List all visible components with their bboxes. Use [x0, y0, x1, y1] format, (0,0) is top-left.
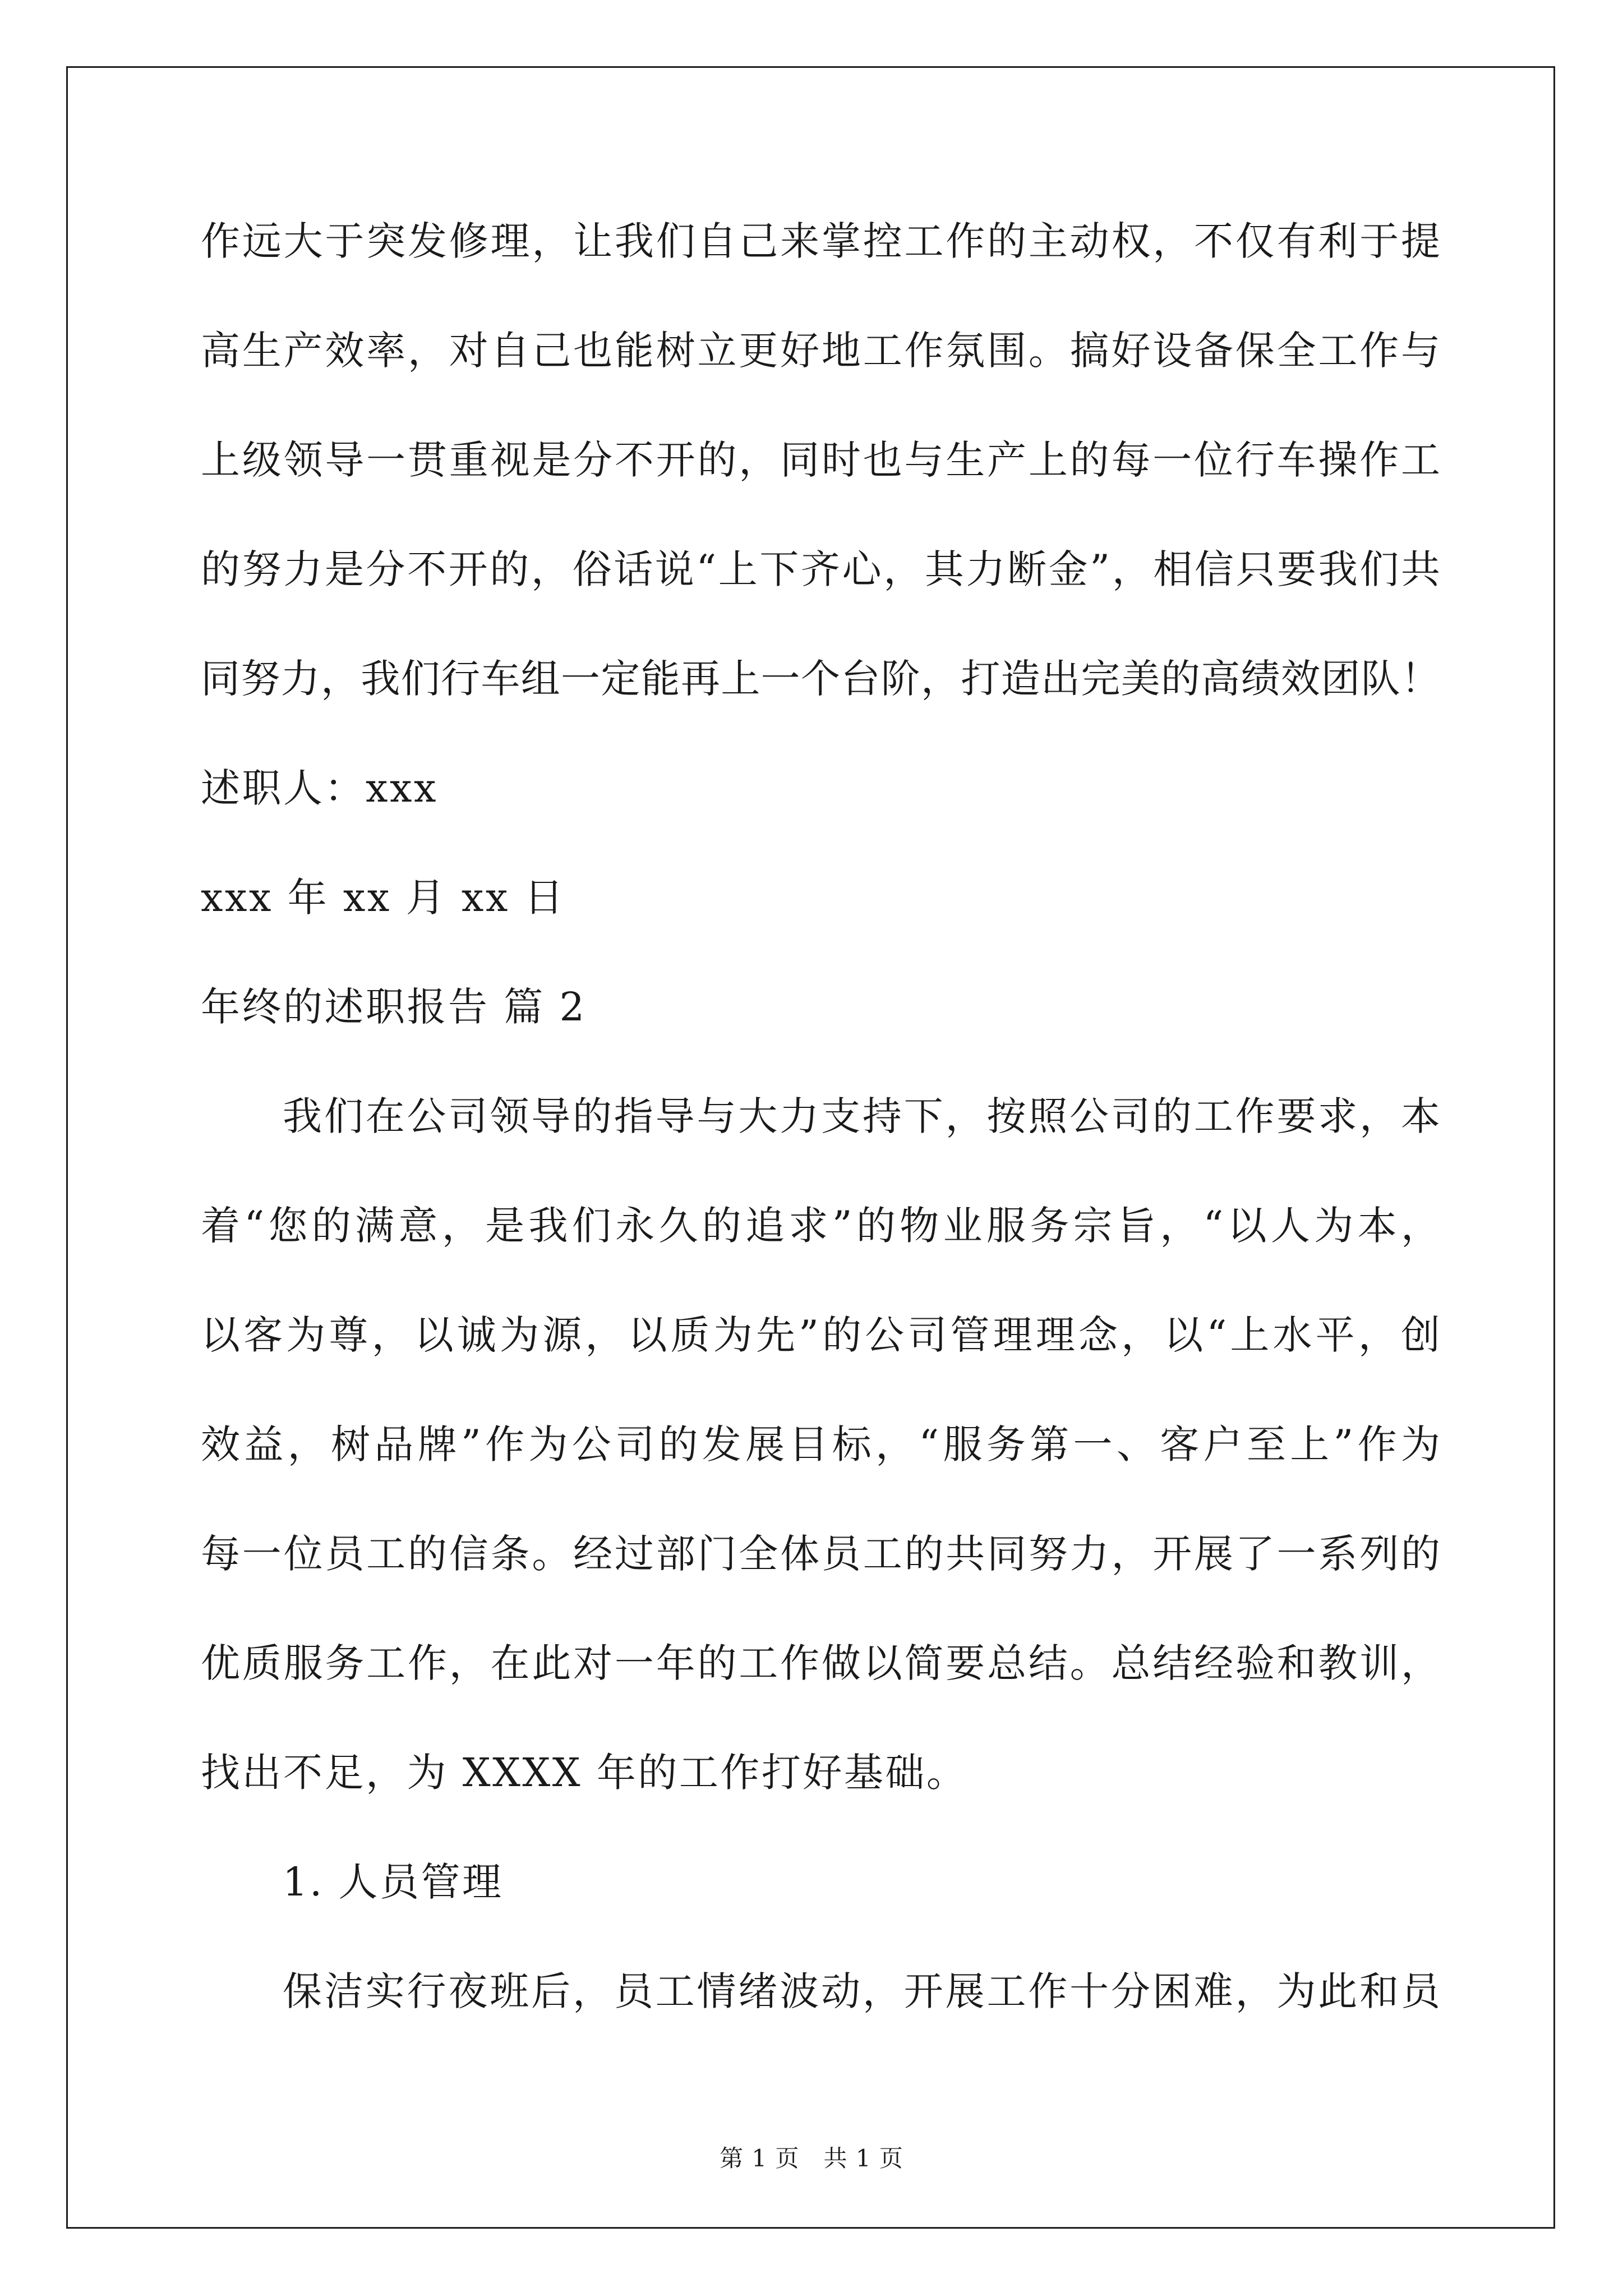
paragraph-line: 找出不足，为 XXXX 年的工作打好基础。 [201, 1750, 968, 1796]
paragraph-line: 我们在公司领导的指导与大力支持下，按照公司的工作要求，本 [283, 1093, 1440, 1139]
paragraph-line: 上级领导一贯重视是分不开的，同时也与生产上的每一位行车操作工 [201, 437, 1440, 483]
page-footer: 第 1 页 共 1 页 [720, 2145, 903, 2172]
paragraph-line: 保洁实行夜班后，员工情绪波动，开展工作十分困难，为此和员 [283, 1968, 1440, 2014]
paragraph-line: 以客为尊，以诚为源，以质为先”的公司管理理念，以“上水平，创 [201, 1312, 1440, 1358]
paragraph-line: 优质服务工作，在此对一年的工作做以简要总结。总结经验和教训， [201, 1640, 1440, 1686]
paragraph-line: 同努力，我们行车组一定能再上一个台阶，打造出完美的高绩效团队！ [201, 656, 1440, 702]
paragraph-line: 着“您的满意，是我们永久的追求”的物业服务宗旨，“以人为本， [201, 1203, 1440, 1249]
paragraph-line: 的努力是分不开的，俗话说“上下齐心，其力断金”，相信只要我们共 [201, 546, 1440, 592]
subsection-heading: 1. 人员管理 [283, 1859, 504, 1905]
date-line: xxx 年 xx 月 xx 日 [201, 875, 566, 921]
paragraph-line: 作远大于突发修理，让我们自己来掌控工作的主动权，不仅有利于提 [201, 218, 1440, 264]
signature-line: 述职人：xxx [201, 765, 438, 811]
section-heading: 年终的述职报告 篇 2 [201, 984, 587, 1030]
paragraph-line: 效益，树品牌”作为公司的发展目标，“服务第一、客户至上”作为 [201, 1421, 1440, 1467]
paragraph-line: 每一位员工的信条。经过部门全体员工的共同努力，开展了一系列的 [201, 1531, 1440, 1577]
paragraph-line: 高生产效率，对自己也能树立更好地工作氛围。搞好设备保全工作与 [201, 328, 1440, 374]
